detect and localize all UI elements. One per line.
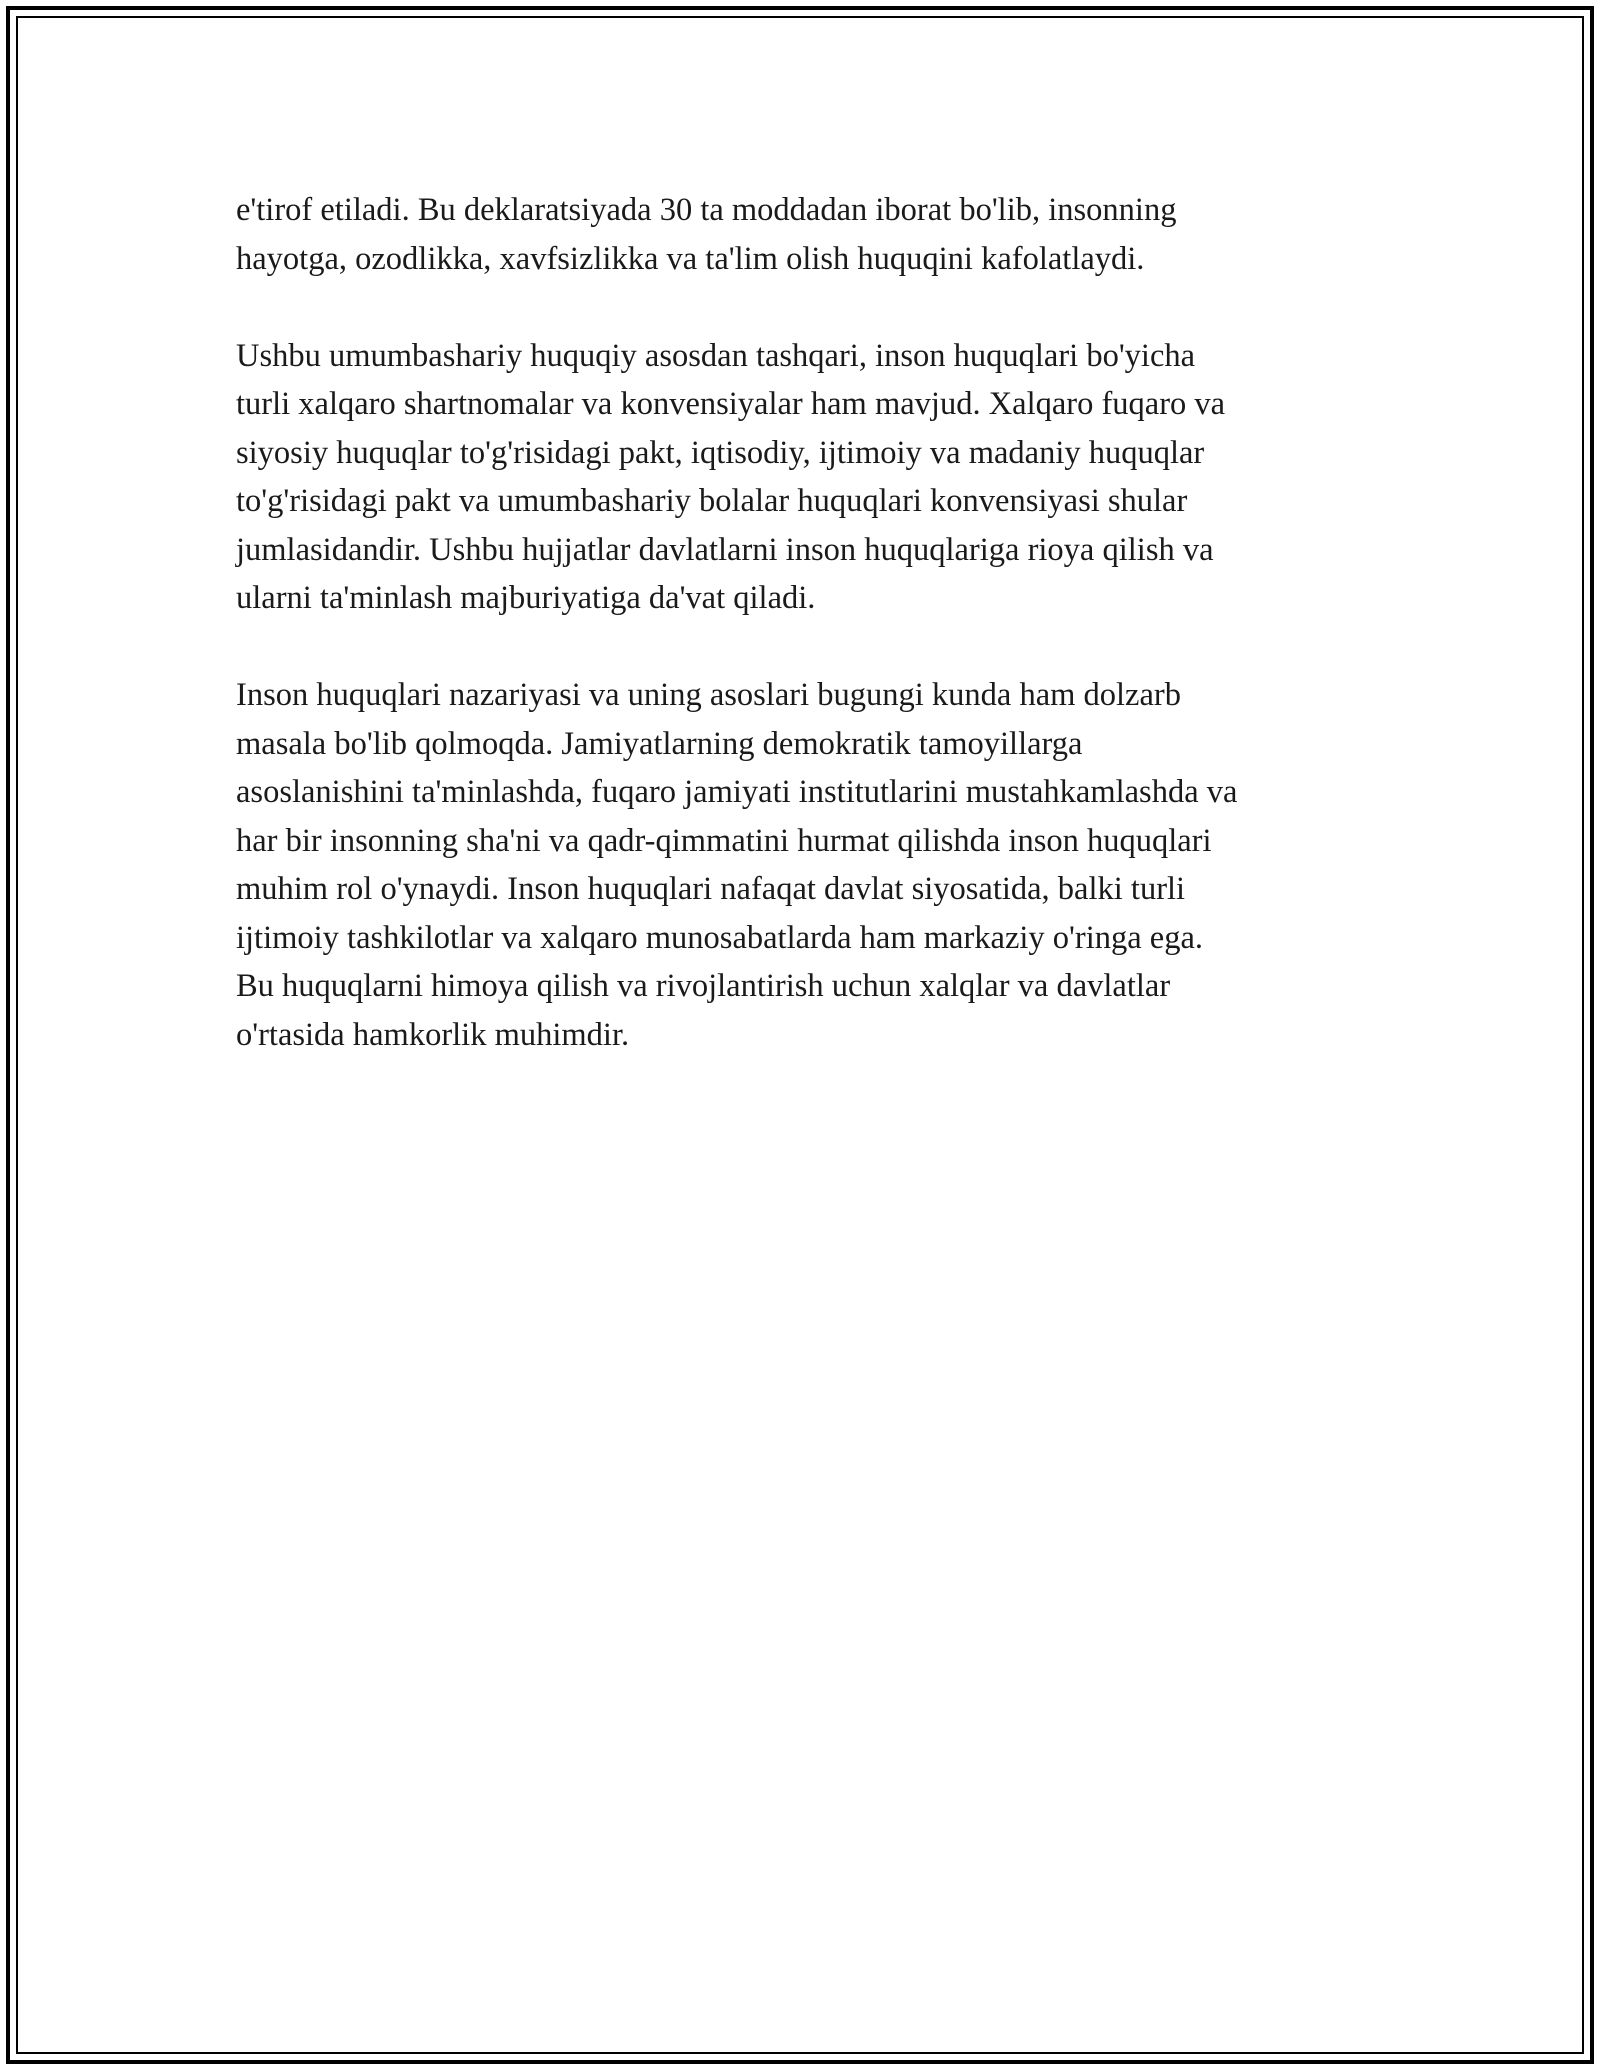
text-line: asoslanishini ta'minlashda, fuqaro jamiyati institutlarini mustahkamlashda va: [236, 774, 1238, 810]
paragraph-3: [236, 671, 1396, 1059]
text-line: Bu huquqlarni himoya qilish va rivojlantirish uchun xalqlar va davlatlar: [236, 968, 1171, 1004]
text-line: hayotga, ozodlikka, xavfsizlikka va ta'lim olish huquqini kafolatlaydi.: [236, 240, 1145, 277]
text-line: ijtimoiy tashkilotlar va xalqaro munosabatlarda ham markaziy o'ringa ega.: [236, 919, 1204, 956]
text-line: ularni ta'minlash majburiyatiga da'vat qiladi.: [236, 580, 816, 616]
text-line: muhim rol o'ynaydi. Inson huquqlari nafaqat davlat siyosatida, balki turli: [236, 871, 1186, 907]
text-line: Ushbu umumbashariy huquqiy asosdan tashqari, inson huquqlari bo'yicha: [236, 337, 1196, 374]
document-body: [236, 186, 1396, 1108]
text-line: masala bo'lib qolmoqda. Jamiyatlarning demokratik tamoyillarga: [236, 725, 1083, 762]
paragraph-2: [236, 332, 1396, 623]
paragraph-1: [236, 186, 1396, 283]
text-line: har bir insonning sha'ni va qadr-qimmatini hurmat qilishda inson huquqlari: [236, 822, 1212, 859]
text-line: o'rtasida hamkorlik muhimdir.: [236, 1016, 630, 1053]
text-line: to'g'risidagi pakt va umumbashariy bolalar huquqlari konvensiyasi shular: [236, 483, 1188, 519]
text-line: jumlasidandir. Ushbu hujjatlar davlatlarni inson huquqlariga rioya qilish va: [236, 531, 1214, 568]
text-line: siyosiy huquqlar to'g'risidagi pakt, iqtisodiy, ijtimoiy va madaniy huquqlar: [236, 434, 1205, 471]
text-line: turli xalqaro shartnomalar va konvensiyalar ham mavjud. Xalqaro fuqaro va: [236, 386, 1226, 422]
text-line: e'tirof etiladi. Bu deklaratsiyada 30 ta moddadan iborat bo'lib, insonning: [236, 192, 1177, 228]
text-line: Inson huquqlari nazariyasi va uning asoslari bugungi kunda ham dolzarb: [236, 677, 1181, 713]
